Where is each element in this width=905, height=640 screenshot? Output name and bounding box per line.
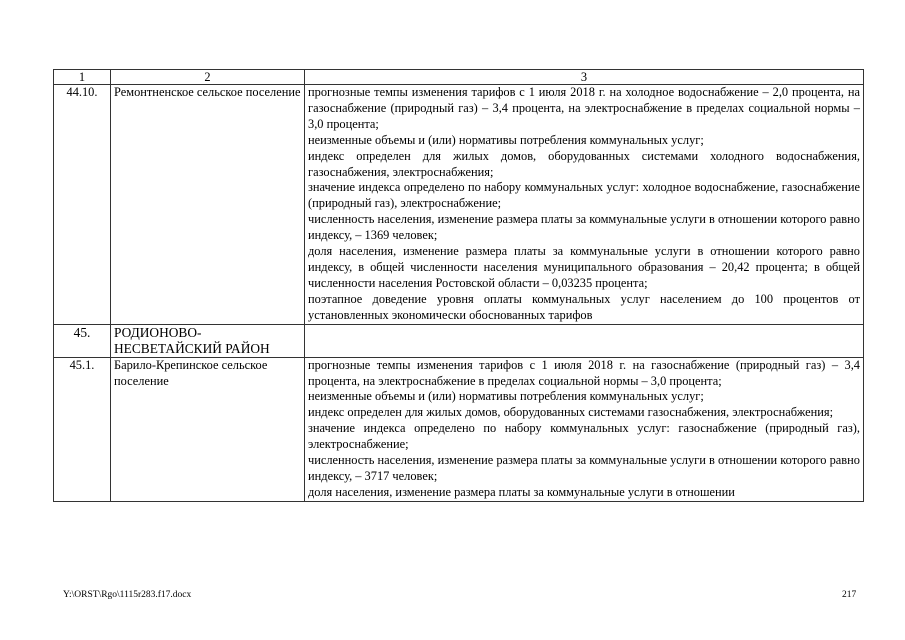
district-name: РОДИОНОВО-НЕСВЕТАЙСКИЙ РАЙОН bbox=[111, 324, 305, 357]
settlement-name: Ремонтненское сельское поселение bbox=[111, 85, 305, 325]
row-description bbox=[305, 85, 864, 325]
paragraph: доля населения, изменение размера платы за коммунальные услуги в отношении которого равно индексу, в общей численности населения муниципального образования – 20,42 процента; в общей численности населения Ростовской области – 0,03235 процента; bbox=[308, 244, 860, 290]
table-row-district bbox=[54, 324, 864, 357]
paragraph: индекс определен для жилых домов, оборудованных системами газоснабжения, электроснабжения; bbox=[308, 405, 834, 420]
footer-file-path: Y:\ORST\Rgo\1115r283.f17.docx bbox=[63, 590, 192, 600]
paragraph: индекс определен для жилых домов, оборудованных системами холодного водоснабжения, газоснабжения, электроснабжения; bbox=[308, 148, 860, 179]
paragraph: поэтапное доведение уровня оплаты коммунальных услуг населением до 100 процентов от установленных экономически обоснованных тарифов bbox=[308, 291, 860, 322]
header-cell-3: 3 bbox=[305, 70, 864, 85]
paragraph: численность населения, изменение размера платы за коммунальные услуги в отношении которого равно индексу, – 1369 человек; bbox=[308, 212, 860, 243]
tariff-table bbox=[53, 69, 864, 502]
row-description-empty bbox=[305, 324, 864, 357]
paragraph: прогнозные темпы изменения тарифов с 1 июля 2018 г. на газоснабжение (природный газ) – 3,4 процента, на электроснабжение в пределах социальной нормы – 3,0 процента; bbox=[308, 357, 860, 388]
row-number: 45. bbox=[54, 324, 111, 357]
paragraph: значение индекса определено по набору коммунальных услуг: газоснабжение (природный газ), электроснабжение; bbox=[308, 421, 860, 452]
table-row bbox=[54, 85, 864, 325]
footer-page-number: 217 bbox=[842, 590, 857, 600]
table-row bbox=[54, 357, 864, 501]
paragraph: неизменные объемы и (или) нормативы потребления коммунальных услуг; bbox=[308, 389, 704, 404]
header-cell-1: 1 bbox=[54, 70, 111, 85]
header-cell-2: 2 bbox=[111, 70, 305, 85]
paragraph: численность населения, изменение размера платы за коммунальные услуги в отношении которого равно индексу, – 3717 человек; bbox=[308, 453, 860, 483]
paragraph: доля населения, изменение размера платы за коммунальные услуги в отношении bbox=[308, 484, 735, 499]
paragraph: неизменные объемы и (или) нормативы потребления коммунальных услуг; bbox=[308, 132, 704, 147]
table-header-row bbox=[54, 70, 864, 85]
settlement-name: Барило-Крепинское сельское поселение bbox=[111, 357, 305, 501]
paragraph: значение индекса определено по набору коммунальных услуг: холодное водоснабжение, газоснабжение (природный газ), электроснабжение; bbox=[308, 180, 860, 211]
row-number: 45.1. bbox=[54, 357, 111, 501]
paragraph: прогнозные темпы изменения тарифов с 1 июля 2018 г. на холодное водоснабжение – 2,0 процента, на газоснабжение (природный газ) – 3,4 процента, на электроснабжение в пределах социальной нормы – 3,0 процента; bbox=[308, 85, 860, 131]
row-number: 44.10. bbox=[54, 85, 111, 325]
row-description bbox=[305, 357, 864, 501]
